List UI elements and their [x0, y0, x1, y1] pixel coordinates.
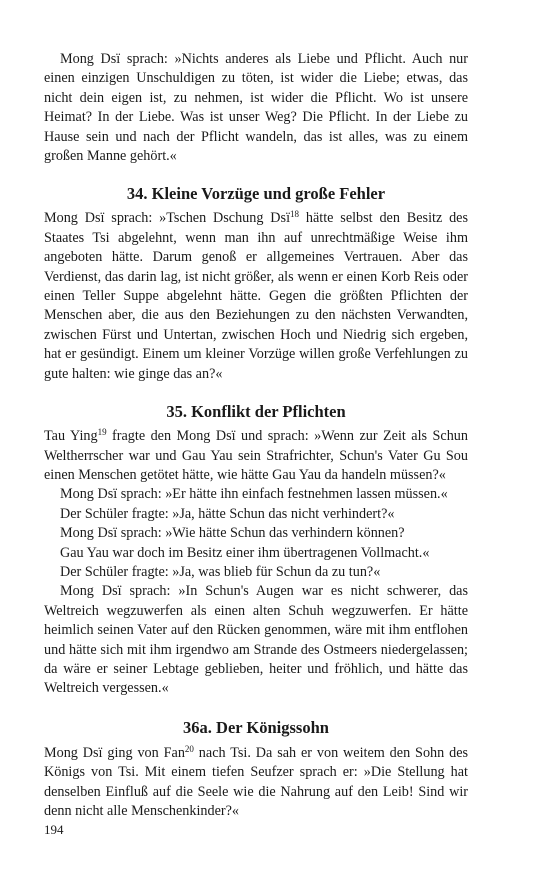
- footnote-ref-20: 20: [184, 743, 194, 754]
- dialogue-line: Der Schüler fragte: »Ja, was blieb für Schun da zu tun?«: [60, 563, 381, 580]
- page-number: 194: [44, 822, 64, 837]
- footnote-ref-19: 19: [97, 427, 107, 438]
- dialogue-line: Mong Dsï sprach: »Wie hätte Schun das verhindern können?: [60, 525, 405, 542]
- section-35-final-paragraph: Mong Dsï sprach: »In Schun's Augen war es nicht schwerer, das Weltreich wegzuwerfen als einen alten Schuh wegzuwerfen. Er hätte heimlich seinen Vater auf den Rücken genommen, wäre mit ihm entflohen und hätte sich mit ihm irgendwo am Strande des Ostmeers niedergelassen; da wäre er seiner Lebtage geblieben, heiter und fröhlich, und hätte das Weltreich vergessen.«: [44, 583, 468, 697]
- section-34-text-start: Mong Dsï sprach: »Tschen Dschung Dsï: [44, 210, 291, 227]
- section-35-paragraph-1: [44, 427, 468, 485]
- dialogue-line: Der Schüler fragte: »Ja, hätte Schun das nicht verhindert?«: [60, 505, 395, 522]
- section-36a-heading: 36a. Der Königssohn: [183, 717, 329, 737]
- section-34-text-end: hätte selbst den Besitz des Staates Tsi abgelehnt, wenn man ihn auf unrechtmäßige Weise ihm angeboten hätte. Darum genoß er allgemeines Vertrauen. Aber das Verdienst, das darin lag, ist nicht größer, als wenn er einen Korb Reis oder einen Teller Suppe abgelehnt hätte. Gegen die größten Pflichten der Menschen aber, die aus den Beziehungen zu den nächsten Verwandten, zwischen Fürst und Untertan, zwischen Hoch und Niedrig sich ergeben, hat er gesündigt. Einem um kleiner Vorzüge willen große Verfehlungen zu gute halten: wie ginge das an?«: [44, 210, 469, 382]
- section-35-heading: 35. Konflikt der Pflichten: [166, 402, 346, 422]
- section-34-paragraph: [44, 209, 468, 384]
- page-body: [44, 50, 468, 821]
- dialogue-line: Mong Dsï sprach: »Er hätte ihn einfach festnehmen lassen müssen.«: [60, 486, 448, 503]
- footnote-ref-18: 18: [290, 209, 300, 220]
- section-34-heading: 34. Kleine Vorzüge und große Fehler: [126, 184, 386, 204]
- section-36a-text-start: Mong Dsï ging von Fan: [44, 744, 185, 761]
- section-35-text-start: Tau Ying: [44, 428, 98, 445]
- intro-paragraph: Mong Dsï sprach: »Nichts anderes als Liebe und Pflicht. Auch nur einen einzigen Unschuldigen zu töten, ist wider die Liebe; etwas, das nicht dein eigen ist, zu nehmen, ist wider die Pflicht. Wo ist unsere Heimat? In der Liebe. Was ist unser Weg? Die Pflicht. In der Liebe zu Hause sein und nach der Pflicht wandeln, das ist alles, was zu einem großen Manne gehört.«: [44, 51, 468, 165]
- section-36a-paragraph: [44, 744, 468, 822]
- dialogue-line: Gau Yau war doch im Besitz einer ihm übertragenen Vollmacht.«: [60, 544, 430, 561]
- section-36a-text-end: nach Tsi. Da sah er von weitem den Sohn des Königs von Tsi. Mit einem tiefen Seufzer sprach er: »Die Stellung hat denselben Einfluß auf die Seele wie die Nahrung auf den Leib! Sind wir denn nicht alle Menschenkinder?«: [44, 744, 469, 819]
- section-35-text-end: fragte den Mong Dsï und sprach: »Wenn zur Zeit als Schun Weltherrscher war und Gau Yau sein Strafrichter, Schun's Vater Gu Sou einen Menschen getötet hätte, wie hätte Gau Yau da handeln müssen?«: [44, 428, 468, 483]
